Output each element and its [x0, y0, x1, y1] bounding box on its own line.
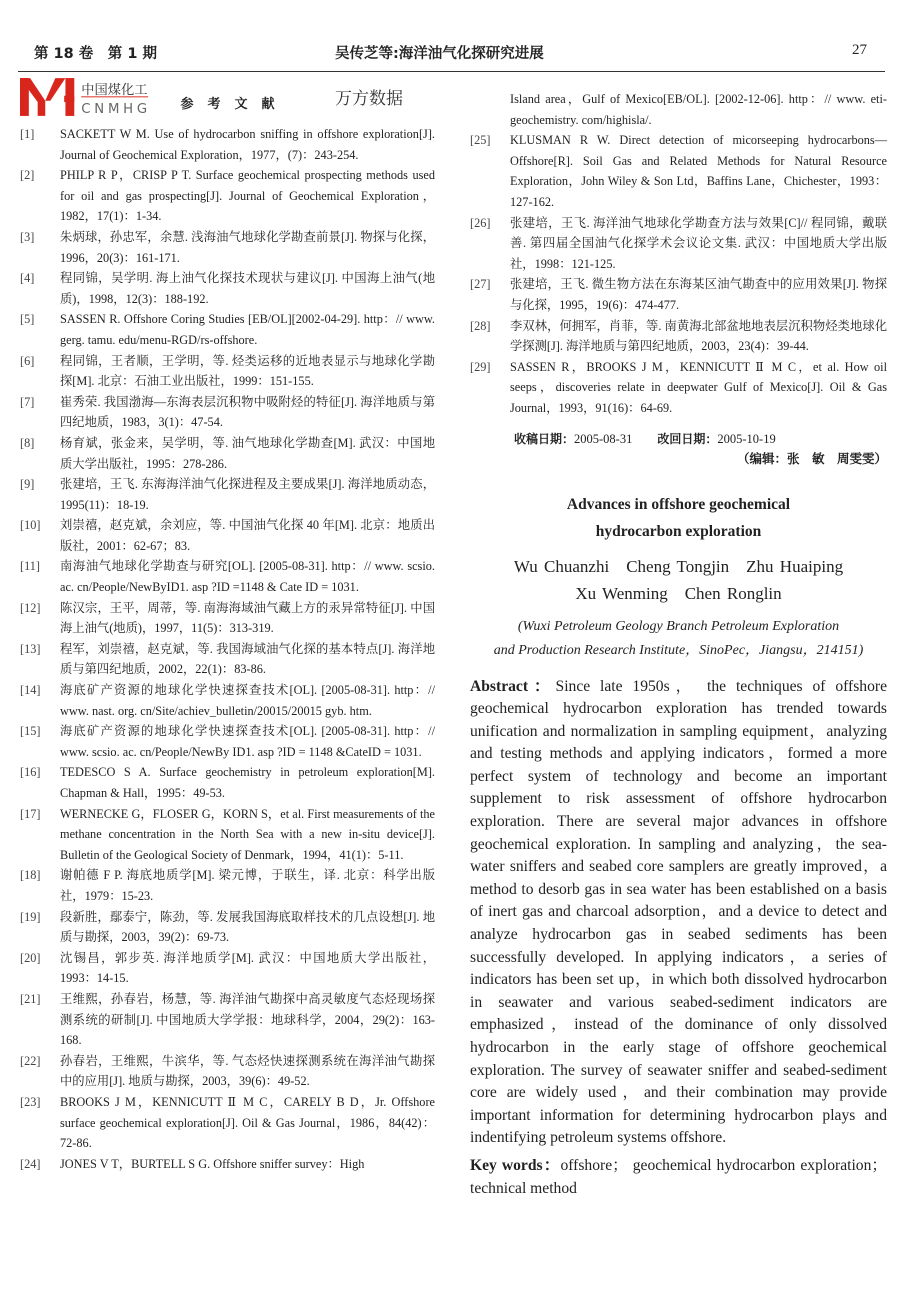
authors-line: Wu Chuanzhi Cheng Tongjin Zhu Huaiping [513, 556, 844, 576]
reference-item [20, 351, 435, 392]
reference-number: [4] [20, 271, 35, 286]
reference-number: [3] [20, 229, 35, 244]
reference-list-right [470, 89, 887, 419]
reference-text: BROOKS J M，KENNICUTT Ⅱ M C，CARELY B D，Jr. Offshore surface geochemical exploration[J]. Oil & Gas Journal，1986，84(42)：72-86. [60, 1094, 435, 1151]
reference-item [470, 130, 887, 212]
reference-list-left [20, 124, 435, 1174]
reference-number: [25] [470, 133, 491, 148]
reference-item [20, 227, 435, 268]
right-column [470, 89, 887, 1200]
reference-text: 谢帕德 F P. 海底地质学[M]. 梁元博，于联生，译. 北京：科学出版社，1979：15-23. [60, 868, 435, 903]
affiliation-line: (Wuxi Petroleum Geology Branch Petroleum Exploration [517, 618, 840, 634]
header-page-number: 27 [852, 42, 867, 58]
affiliation-line: and Production Research Institute，SinoPec，Jiangsu，214151) [493, 642, 864, 658]
keywords [470, 1154, 887, 1200]
reference-number: [16] [20, 765, 41, 780]
reference-number: [23] [20, 1094, 41, 1109]
reference-text: 张建培，王飞. 东海海洋油气化探进程及主要成果[J]. 海洋地质动态，1995(11)：18-19. [60, 477, 435, 512]
reference-text: 朱炳球，孙忠军，余慧. 浅海油气地球化学勘查前景[J]. 物探与化探，1996，20(3)：161-171. [60, 229, 435, 265]
reference-text: 海底矿产资源的地球化学快速探查技术[OL]. [2005-08-31]. http：// www. nast. org. cn/Site/achiev_bulletin/20015/20015 gyb. htm. [60, 683, 435, 718]
reference-text: 沈锡昌，郭步英. 海洋地质学[M]. 武汉：中国地质大学出版社，1993：14-15. [60, 950, 435, 986]
reference-number: [14] [20, 683, 41, 698]
reference-number: [17] [20, 806, 41, 821]
reference-number: [11] [20, 559, 41, 574]
reference-number: [8] [20, 435, 35, 450]
reference-number: [6] [20, 353, 35, 368]
reference-item [20, 680, 435, 721]
reference-item [20, 989, 435, 1051]
reference-item [470, 274, 887, 315]
reference-item [20, 392, 435, 433]
reference-text: PHILP R P，CRISP P T. Surface geochemical prospecting methods used for oil and gas prospecting[J]. Journal of Geochemical Exploration，1982，17(1)：1-34. [60, 168, 435, 224]
english-title [470, 491, 887, 545]
reference-text: SACKETT W M. Use of hydrocarbon sniffing in offshore exploration[J]. Journal of Geochemical Exploration，1977，(7)：243-254. [60, 127, 435, 162]
header-volume: 第 18 卷 第 1 期 [34, 46, 157, 62]
reference-text: Island area，Gulf of Mexico[EB/OL]. [2002-12-06]. http：// www. eti-geochemistry. com/highisla/. [510, 92, 887, 127]
reference-item [20, 762, 435, 803]
reference-number: [21] [20, 991, 41, 1006]
reference-item [20, 268, 435, 309]
reference-text: JONES V T，BURTELL S G. Offshore sniffer survey：High [60, 1156, 365, 1171]
reference-number: [13] [20, 641, 41, 656]
references-title: 参考文献 [180, 97, 289, 112]
reference-number: [10] [20, 518, 41, 533]
reference-text: 崔秀荣. 我国渤海—东海表层沉积物中吸附烃的特征[J]. 海洋地质与第四纪地质，1983，3(1)：47-54. [60, 394, 435, 430]
reference-item [20, 598, 435, 639]
reference-number: [22] [20, 1053, 41, 1068]
reference-text: 南海油气地球化学勘查与研究[OL]. [2005-08-31]. http：// www. scsio. ac. cn/People/NewByID1. asp ?ID =1148 & Cate ID = 1031. [60, 559, 435, 595]
keywords-text: offshore； geochemical hydrocarbon exploration； technical method [470, 1156, 887, 1197]
reference-item [20, 124, 435, 165]
header-rule [18, 71, 885, 72]
reference-item [20, 165, 435, 227]
affiliation [470, 615, 887, 663]
reference-number: [29] [470, 359, 491, 374]
wanfang-watermark: 万方数据 [335, 89, 403, 109]
reference-number: [20] [20, 950, 41, 965]
revised-label: 改回日期： [657, 431, 718, 446]
title-line: hydrocarbon exploration [595, 522, 762, 540]
received-date: 2005-08-31 [574, 431, 633, 446]
reference-text: SASSEN R. Offshore Coring Studies [EB/OL][2002-04-29]. http：// www. gerg. tamu. edu/menu-RGD/rs-offshore. [60, 312, 435, 347]
cnmhg-logo [20, 78, 150, 116]
reference-number: [27] [470, 277, 491, 292]
reference-item [470, 357, 887, 419]
reference-item [20, 1154, 435, 1175]
reference-item [20, 804, 435, 866]
reference-text: SASSEN R，BROOKS J M，KENNICUTT Ⅱ M C，et al. How oil seeps，discoveries relate in deepwater Gulf of Mexico[J]. Oil & Gas Journal，1993，91(16)：64-69. [510, 359, 887, 415]
authors [470, 553, 887, 607]
reference-number: [18] [20, 868, 41, 883]
reference-text: 张建培，王飞. 海洋油气地球化学勘查方法与效果[C]// 程同锦，戴联善. 第四届全国油气化探学术会议论文集. 武汉：中国地质大学出版社，1998：121-125. [510, 215, 887, 271]
reference-number: [1] [20, 127, 35, 141]
revised-date: 2005-10-19 [717, 431, 776, 446]
reference-text: WERNECKE G，FLOSER G，KORN S，et al. First measurements of the methane concentration in the North Sea with a new in-situ device[J]. Bulletin of the Geological Society of Denmark，1994，41(1)：5-11. [60, 806, 435, 862]
dates [470, 429, 887, 449]
reference-item [20, 1092, 435, 1154]
reference-text: 孙春岩，王维熙，牛滨华，等. 气态烃快速探测系统在海洋油气勘探中的应用[J]. 地质与勘探，2003，39(6)：49-52. [60, 1053, 435, 1089]
reference-item [20, 474, 435, 515]
authors-line: Xu Wenming Chen Ronglin [575, 583, 782, 603]
reference-text: 刘崇禧，赵克斌，余刘应，等. 中国油气化探 40 年[M]. 北京：地质出版社，2001：62-67；83. [60, 518, 435, 553]
reference-text: 程军，刘崇禧，赵克斌，等. 我国海域油气化探的基本特点[J]. 海洋地质与第四纪地质，2002，22(1)：83-86. [60, 641, 435, 677]
reference-number: [5] [20, 312, 35, 327]
editor-note: （编辑：张 敏 周雯雯） [736, 450, 887, 466]
reference-item [20, 309, 435, 350]
reference-item [20, 907, 435, 948]
reference-item [20, 639, 435, 680]
reference-text: TEDESCO S A. Surface geochemistry in petroleum exploration[M]. Chapman & Hall，1995：49-53. [60, 765, 435, 800]
reference-number: [7] [20, 394, 35, 409]
left-column [20, 94, 435, 1174]
reference-text: 段新胜，鄢泰宁，陈劲，等. 发展我国海底取样技术的几点设想[J]. 地质与勘探，2003，39(2)：69-73. [60, 909, 435, 945]
reference-number: [19] [20, 909, 41, 924]
reference-item [20, 433, 435, 474]
reference-number: [2] [20, 168, 35, 183]
reference-number [470, 89, 510, 130]
logo-mark-icon [20, 78, 150, 116]
reference-item [470, 213, 887, 275]
reference-item [20, 948, 435, 989]
reference-number: [26] [470, 215, 491, 230]
keywords-label: Key words： [470, 1156, 561, 1174]
reference-number: [12] [20, 600, 41, 615]
reference-number: [28] [470, 318, 491, 333]
abstract-label: Abstract： [470, 677, 556, 695]
reference-text: 程同锦，王者顺，王学明，等. 烃类运移的近地表显示与地球化学勘探[M]. 北京：石油工业出版社，1999：151-155. [60, 353, 435, 389]
reference-text: 陈汉宗，王平，周蒂，等. 南海海域油气藏上方的汞异常特征[J]. 中国海上油气(地质)，1997，11(5)：313-319. [60, 600, 435, 636]
title-line: Advances in offshore geochemical [566, 495, 791, 513]
reference-item [470, 89, 887, 130]
reference-number: [15] [20, 724, 41, 739]
reference-item [20, 1051, 435, 1092]
svg-text:中国煤化工: 中国煤化工 [81, 82, 148, 98]
received-label: 收稿日期： [514, 431, 575, 446]
reference-text: 程同锦，吴学明. 海上油气化探技术现状与建议[J]. 中国海上油气(地质)，1998，12(3)：188-192. [60, 271, 435, 306]
reference-text: 杨育斌，张金来，吴学明，等. 油气地球化学勘查[M]. 武汉：中国地质大学出版社，1995：278-286. [60, 435, 435, 471]
abstract-text: Since late 1950s， the techniques of offshore geochemical hydrocarbon exploration has trended towards unification and normalization in sampling equipment，analyzing and testing methods and applying indicators，formed a more perfect system of technology and become an important supplement to risk assessment of offshore hydrocarbon exploration. There are several major advances in offshore geochemical exploration. In sampling and analyzing，the sea-water sniffers and seabed core samplers are greatly improved，a method to desorb gas in sea water has been established on a basis of inert gas and charcoal adsorption，and a device to detect and analyze hydrocarbon gas in seabed sediments has been successfully developed. In applying indicators，a series of indicators has been set up，in which both dissolved hydrocarbon in seawater and various seabed-sediment indicators are emphasized，instead of the dominance of only dissolved hydrocarbon in the early stage of offshore geochemical exploration. The survey of seawater sniffer and seabed-sediment core are widely used，and their combination may provide important information for determining hydrocarbon plays and indentifying petroleum systems offshore. [470, 677, 888, 1147]
reference-text: KLUSMAN R W. Direct detection of micorseeping hydrocarbons—Offshore[R]. Soil Gas and Related Methods for Natural Resource Exploration，John Wiley & Son Ltd，Baffins Lane，Chichester，1993：127-162. [510, 133, 887, 209]
reference-item [20, 865, 435, 906]
reference-item [20, 515, 435, 556]
reference-number: [9] [20, 477, 35, 492]
reference-item [470, 316, 887, 357]
header-running-title: 吴传芝等:海洋油气化探研究进展 [335, 46, 544, 62]
svg-text:CNMHG: CNMHG [81, 101, 150, 116]
reference-text: 张建培，王飞. 微生物方法在东海某区油气勘查中的应用效果[J]. 物探与化探，1995，19(6)：474-477. [510, 277, 887, 312]
reference-text: 李双林，何拥军，肖菲，等. 南黄海北部盆地地表层沉积物烃类地球化学探测[J]. 海洋地质与第四纪地质，2003，23(4)：39-44. [510, 318, 887, 354]
abstract [470, 676, 887, 1150]
reference-text: 王维熙，孙春岩，杨慧，等. 海洋油气勘探中高灵敏度气态烃现场探测系统的研制[J]. 中国地质大学学报：地球科学，2004，29(2)：163-168. [60, 991, 435, 1048]
reference-item [20, 556, 435, 597]
reference-item [20, 721, 435, 762]
reference-text: 海底矿产资源的地球化学快速探查技术[OL]. [2005-08-31]. http：// www. scsio. ac. cn/People/NewBy ID1. asp ?ID = 1148 &CateID = 1031. [60, 724, 435, 759]
reference-number: [24] [20, 1156, 41, 1171]
